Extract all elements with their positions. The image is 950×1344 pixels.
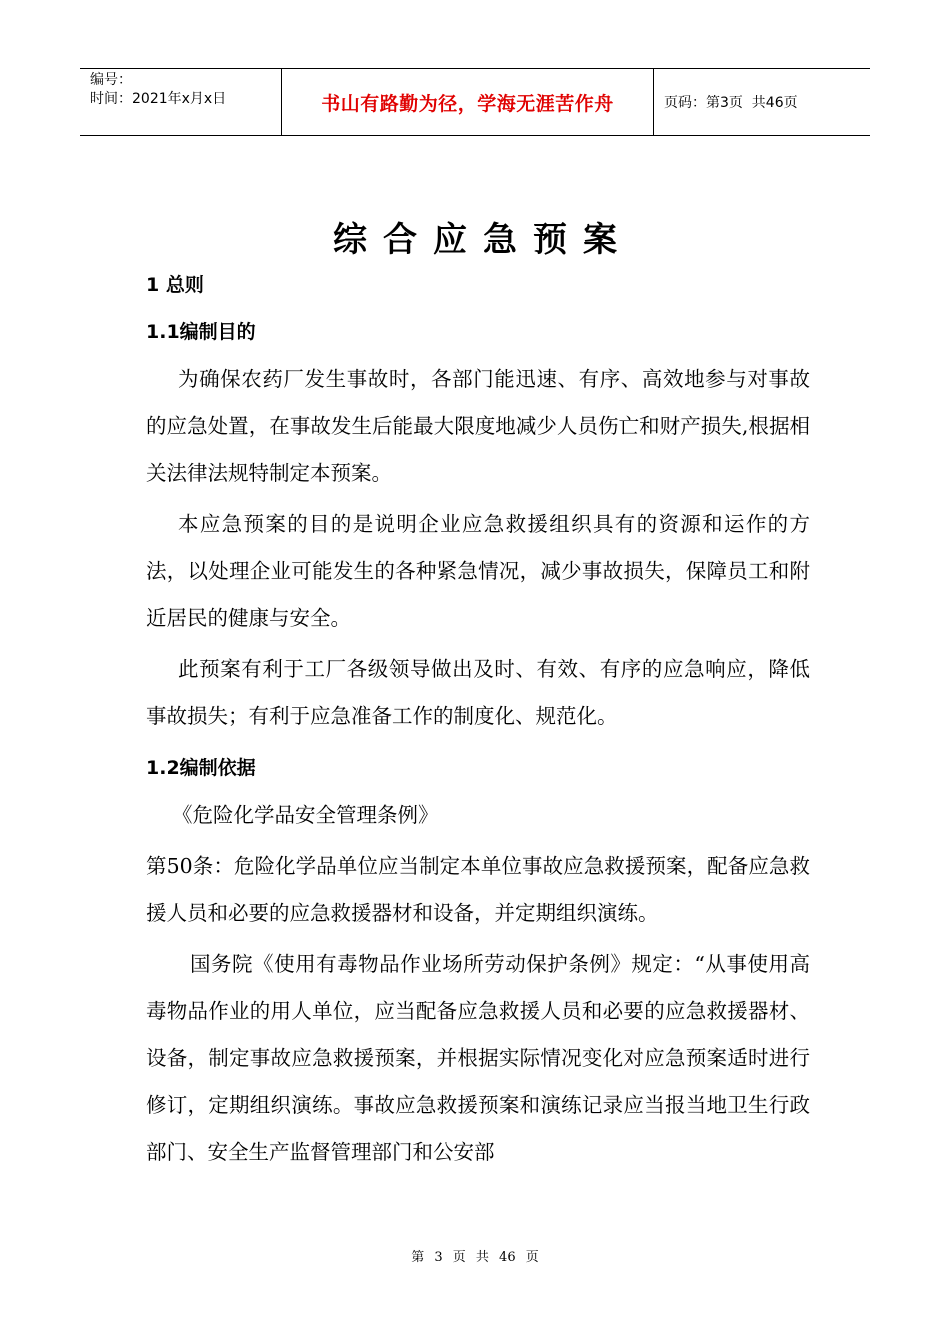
document-header <box>80 68 870 136</box>
paragraph-state-council: 国务院《使用有毒物品作业场所劳动保护条例》规定：“从事使用高毒物品作业的用人单位，应当配备应急救援人员和必要的应急救援器材、设备，制定事故应急救援预案，并根据实际情况变化对应急预案适时进行修订，定期组织演练。事故应急救援预案和演练记录应当报当地卫生行政部门、安全生产监督管理部门和公安部 <box>146 952 810 1164</box>
document-title: 综合应急预案 <box>333 220 633 260</box>
section-heading-1-2: 1.2编制依据 <box>146 757 256 779</box>
regulation-title: 《危险化学品安全管理条例》 <box>172 803 439 827</box>
paragraph-purpose-1: 为确保农药厂发生事故时，各部门能迅速、有序、高效地参与对事故的应急处置，在事故发生后能最大限度地减少人员伤亡和财产损失,根据相关法律法规特制定本预案。 <box>146 367 810 485</box>
header-motto: 书山有路勤为径，学海无涯苦作舟 <box>282 69 654 135</box>
paragraph-purpose-2: 本应急预案的目的是说明企业应急救援组织具有的资源和运作的方法，以处理企业可能发生的各种紧急情况，减少事故损失，保障员工和附近居民的健康与安全。 <box>146 512 810 630</box>
section-heading-1: 1 总则 <box>146 274 204 296</box>
header-page-cell <box>654 69 870 135</box>
document-date-label: 时间：2021年x月x日 <box>90 91 227 107</box>
section-heading-1-1: 1.1编制目的 <box>146 321 256 343</box>
paragraph-purpose-3: 此预案有利于工厂各级领导做出及时、有效、有序的应急响应，降低事故损失；有利于应急准备工作的制度化、规范化。 <box>146 657 810 728</box>
page-footer: 第 3 页 共 46 页 <box>411 1250 539 1265</box>
paragraph-article-50: 第50条：危险化学品单位应当制定本单位事故应急救援预案，配备应急救援人员和必要的应急救援器材和设备，并定期组织演练。 <box>146 854 810 925</box>
header-meta-cell <box>80 69 282 135</box>
header-page-info: 页码：第3页 共46页 <box>664 95 798 111</box>
document-number-label: 编号： <box>90 72 132 88</box>
document-body <box>146 262 810 1180</box>
